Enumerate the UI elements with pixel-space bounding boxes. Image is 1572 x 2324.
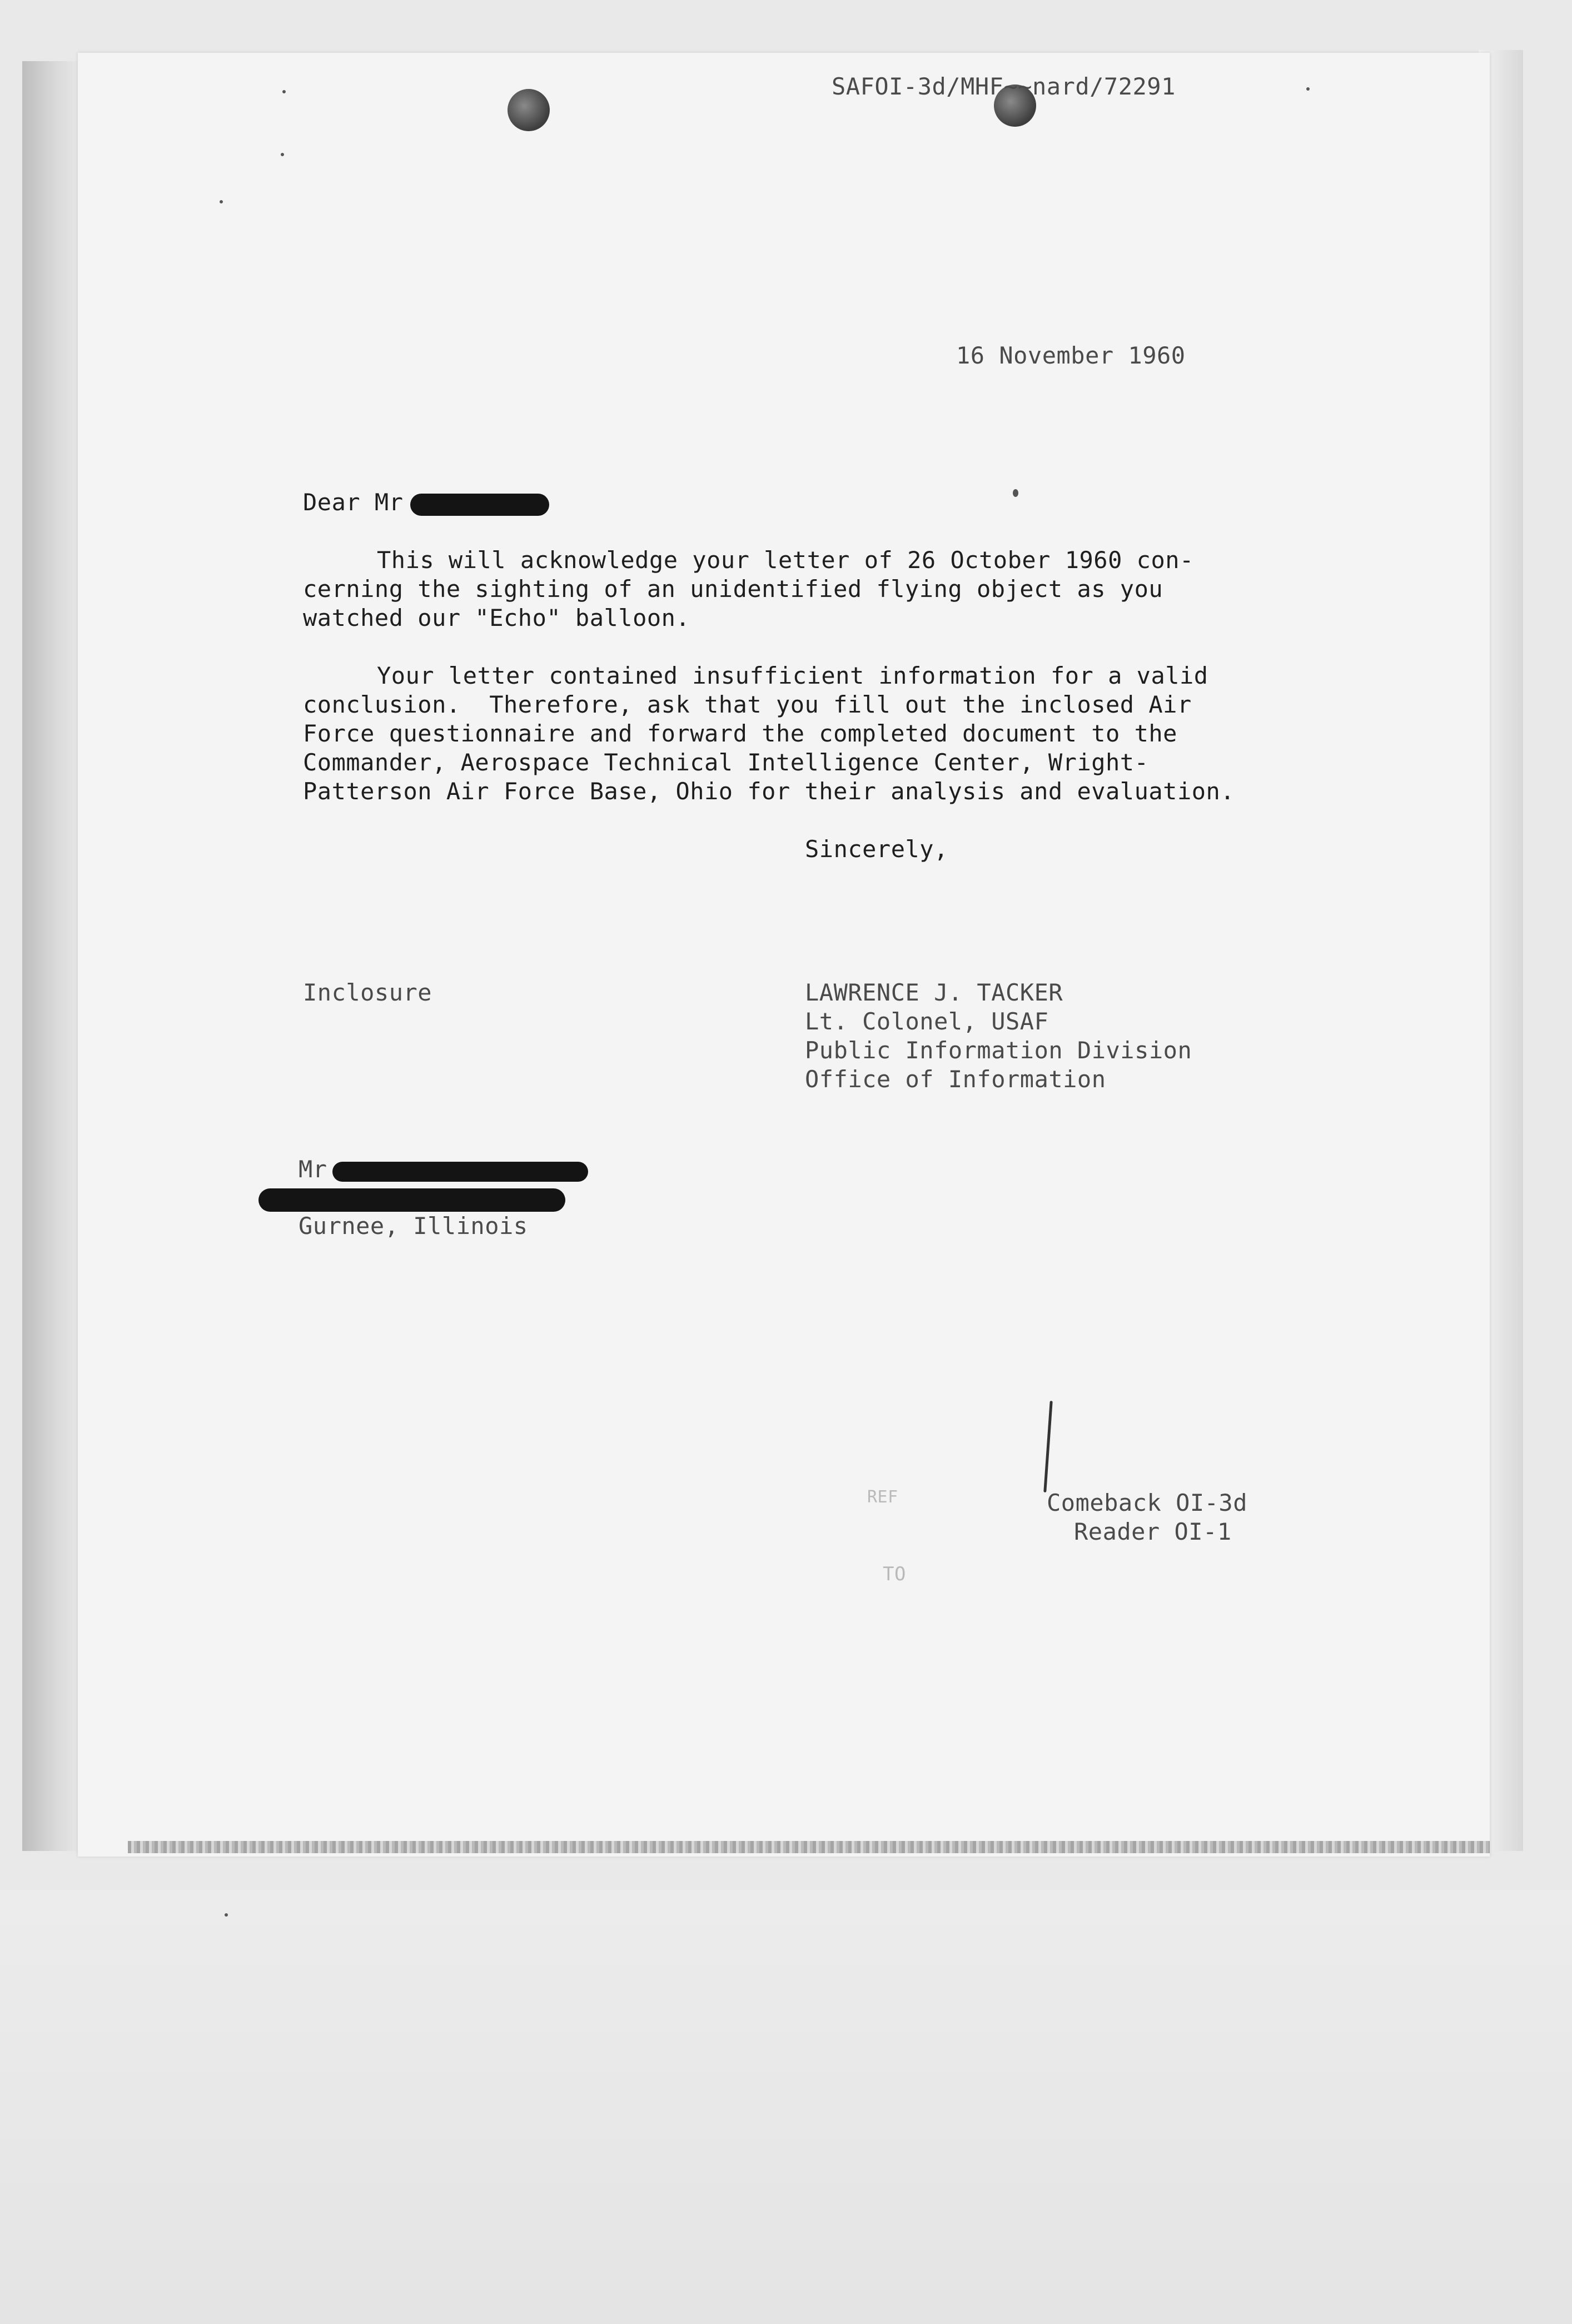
faded-stamp-line2: TO: [883, 1563, 906, 1585]
routing-line1: Comeback OI-3d: [1047, 1489, 1248, 1516]
letter-date: 16 November 1960: [956, 342, 1186, 369]
body-p2-line2: conclusion. Therefore, ask that you fill out the inclosed Air: [303, 691, 1192, 718]
punch-hole-left: [508, 89, 550, 131]
enclosure-note: Inclosure: [303, 979, 432, 1006]
dust-speck: [220, 200, 223, 203]
dust-speck: [281, 153, 284, 156]
body-p1-line2: cerning the sighting of an unidentified flying object as you: [303, 575, 1163, 603]
redaction-bar: [332, 1162, 588, 1182]
salutation: Dear Mr: [303, 489, 404, 516]
faded-stamp-line1: REF: [867, 1487, 898, 1507]
file-reference: SAFOI-3d/MHF~~nard/72291: [832, 73, 1176, 100]
signer-division: Public Information Division: [805, 1037, 1192, 1064]
page-bottom-edge: [128, 1841, 1490, 1853]
signer-name: LAWRENCE J. TACKER: [805, 979, 1063, 1006]
body-p2-line4: Commander, Aerospace Technical Intelligence Center, Wright-: [303, 749, 1149, 776]
body-p2-line3: Force questionnaire and forward the completed document to the: [303, 720, 1177, 747]
addressee-city: Gurnee, Illinois: [299, 1212, 528, 1240]
body-p2-line1: Your letter contained insufficient information for a valid: [377, 662, 1208, 689]
body-p1-line3: watched our "Echo" balloon.: [303, 604, 690, 631]
film-lower-area: [0, 1890, 1572, 2324]
closing: Sincerely,: [805, 835, 948, 863]
dust-speck: [1306, 87, 1310, 91]
film-frame-left-edge: [22, 61, 78, 1851]
signer-office: Office of Information: [805, 1066, 1106, 1093]
redaction-bar: [410, 494, 549, 516]
dust-speck: [282, 90, 286, 93]
addressee-prefix: Mr: [299, 1156, 327, 1183]
body-p2-line5: Patterson Air Force Base, Ohio for their analysis and evaluation.: [303, 778, 1235, 805]
letter-page: [78, 53, 1490, 1857]
routing-line2: Reader OI-1: [1074, 1518, 1232, 1545]
dust-speck: [225, 1913, 228, 1917]
body-p1-line1: This will acknowledge your letter of 26 October 1960 con-: [377, 546, 1194, 574]
signer-rank: Lt. Colonel, USAF: [805, 1008, 1049, 1035]
dust-speck: [1013, 489, 1018, 497]
redaction-bar: [258, 1188, 565, 1212]
